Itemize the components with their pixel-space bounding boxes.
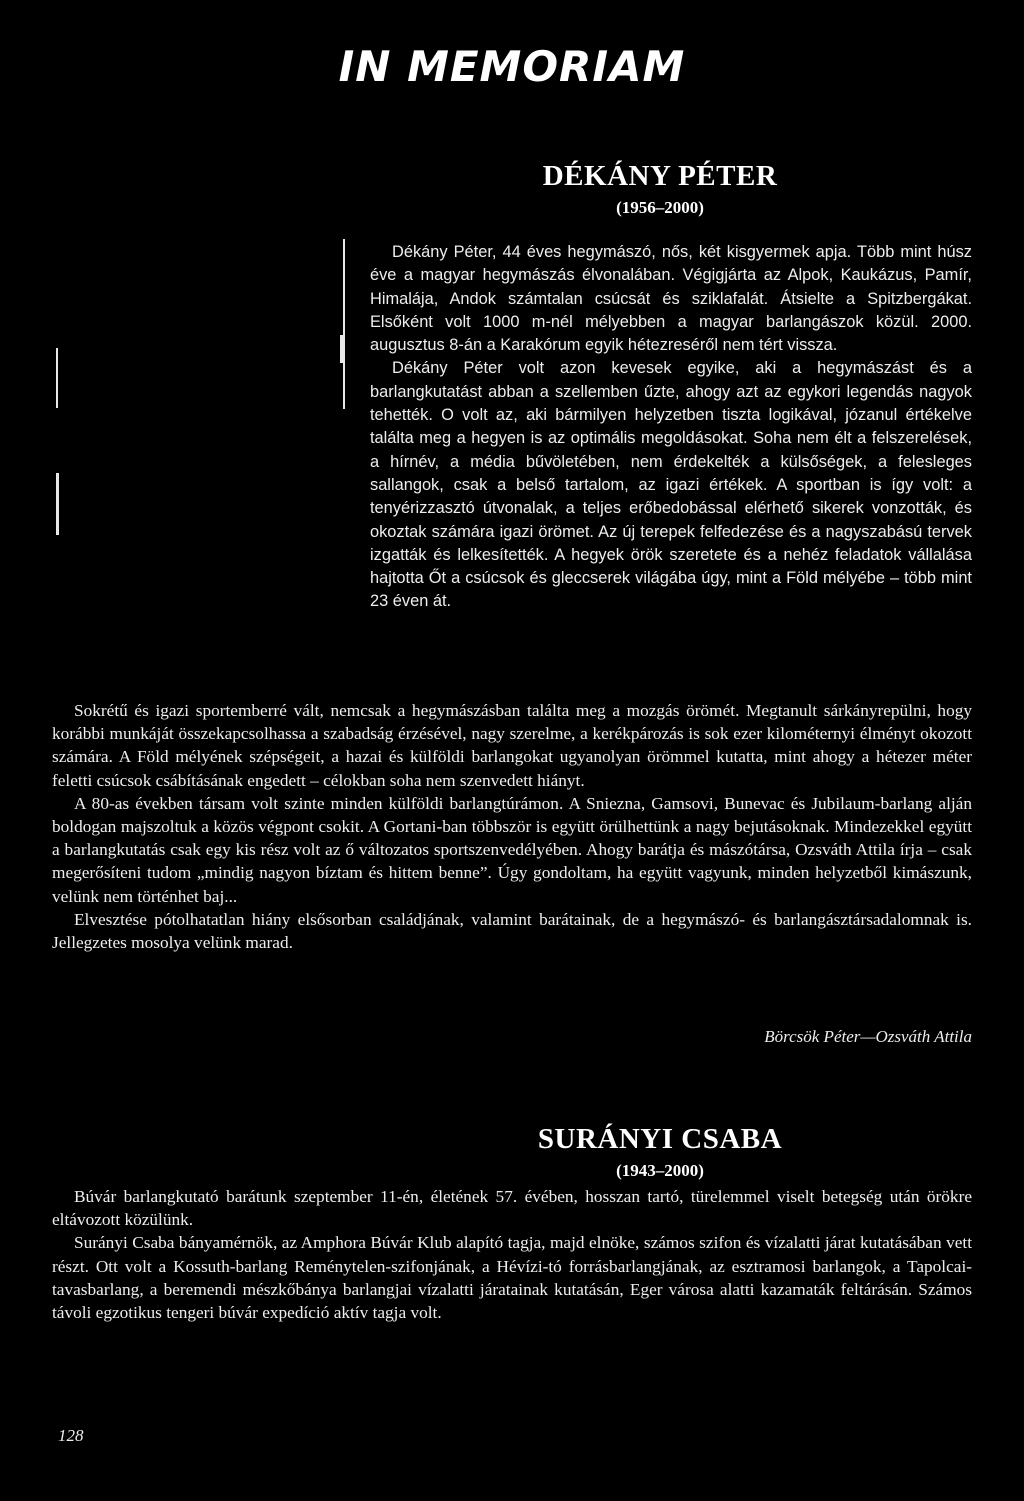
photo-edge-line	[340, 335, 344, 363]
obituary-1-text-beside-photo	[370, 241, 972, 614]
obituary-1-years: (1956–2000)	[616, 198, 704, 217]
page-title: IN MEMORIAM	[338, 42, 686, 91]
paragraph: Búvár barlangkutató barátunk szeptember 11-én, életének 57. évében, hosszan tartó, türelemmel viselt betegség után örökre eltávozott közülünk.	[52, 1187, 972, 1230]
signature: Börcsök Péter—Ozsváth Attila	[764, 1027, 972, 1046]
photo-edge-line	[343, 239, 345, 409]
paragraph: Dékány Péter, 44 éves hegymászó, nős, két kisgyermek apja. Több mint húsz éve a magyar hegymászás élvonalában. Végigjárta az Alpok, Kaukázus, Pamír, Himalája, Andok számtalan csúcsát és sziklafalát. Átsielte a Spitzbergákat. Elsőként volt 1000 m-nél mélyebben a magyar barlangászok közül. 2000. augusztus 8-án a Karakórum egyik hétezreséről nem tért vissza.	[370, 243, 972, 355]
obituary-2-name: SURÁNYI CSABA	[537, 1123, 783, 1155]
obituary-1-text-full-width	[52, 699, 972, 954]
paragraph: Surányi Csaba bányamérnök, az Amphora Búvár Klub alapító tagja, majd elnöke, számos szifon és vízalatti járat kutatásában vett részt. Ott volt a Kossuth-barlang Reménytelen-szifonjának, a Hévízi-tó forrásbarlangjának, az esztramosi barlangok, a Tapolcai-tavasbarlang, a beremendi mészkőbánya barlangjai vízalatti járatainak kutatásán, Eger városa alatti kazamaták feltárásán. Számos távoli egzotikus tengeri búvár expedíció aktív tagja volt.	[52, 1233, 972, 1323]
photo-edge-line	[56, 348, 58, 408]
paragraph: Dékány Péter volt azon kevesek egyike, aki a hegymászást és a barlangkutatást abban a szellemben űzte, ahogy azt az egykori legendás nagyok tehették. O volt az, aki bármilyen helyzetben tiszta logikával, józanul értékelve találta meg a hegyen is az optimális megoldásokat. Soha nem élt a felszerelések, a hírnév, a média bűvöletében, nem érdekelték a külsőségek, a felesleges sallangok, csak a belső tartalom, az igazi értékek. A sportban is így volt: a tenyérizzasztó útvonalak, a teljes erőbedobással elérhető sikerek vonzották, és okoztak számára igazi örömet. Az új terepek felfedezése és a nagyszabású tervek izgatták és lelkesítették. A hegyek örök szeretete és a nehéz feladatok vállalása hajtotta Őt a csúcsok és gleccserek világába úgy, mint a Föld mélyébe – több mint 23 éven át.	[370, 359, 972, 611]
obituary-2-text	[52, 1185, 972, 1324]
page-number: 128	[58, 1426, 84, 1445]
photo-placeholder	[56, 235, 346, 545]
paragraph: Elvesztése pótolhatatlan hiány elsősorban családjának, valamint barátainak, de a hegymászó- és barlangásztársadalomnak is. Jellegzetes mosolya velünk marad.	[52, 909, 972, 953]
obituary-1-name: DÉKÁNY PÉTER	[542, 160, 778, 192]
photo-edge-line	[56, 473, 59, 535]
obituary-2-years: (1943–2000)	[616, 1161, 704, 1180]
paragraph: A 80-as években társam volt szinte minden külföldi barlangtúrámon. A Sniezna, Gamsovi, Bunevac és Jubilaum-barlang alján boldogan majszoltuk a közös végpont csokit. A Gortani-ban többször is együtt örülhettünk a nagy bejutásoknak. Mindezekkel együtt a barlangkutatás csak egy kis rész volt az ő változatos sportszenvedélyében. Ahogy barátja és mászótársa, Ozsváth Attila írja – csak megerősíteni tudom „mindig nagyon bíztam és hittem benne”. Úgy gondoltam, ha együtt vagyunk, minden helyzetből kimászunk, velünk nem történhet baj...	[52, 793, 972, 906]
paragraph: Sokrétű és igazi sportemberré vált, nemcsak a hegymászásban találta meg a mozgás örömét. Megtanult sárkányrepülni, hogy korábbi munkáját összekapcsolhassa a szabadság érzésével, nagy szerelme, a kerékpározás is sok ezer kilométernyi élményt okozott számára. A Föld mélyének szépségeit, a hazai és külföldi barlangokat ugyanolyan örömmel kutatta, mint ahogy a hétezer méter feletti csúcsok csábításának engedett – célokban soha nem szenvedett hiányt.	[52, 701, 972, 790]
